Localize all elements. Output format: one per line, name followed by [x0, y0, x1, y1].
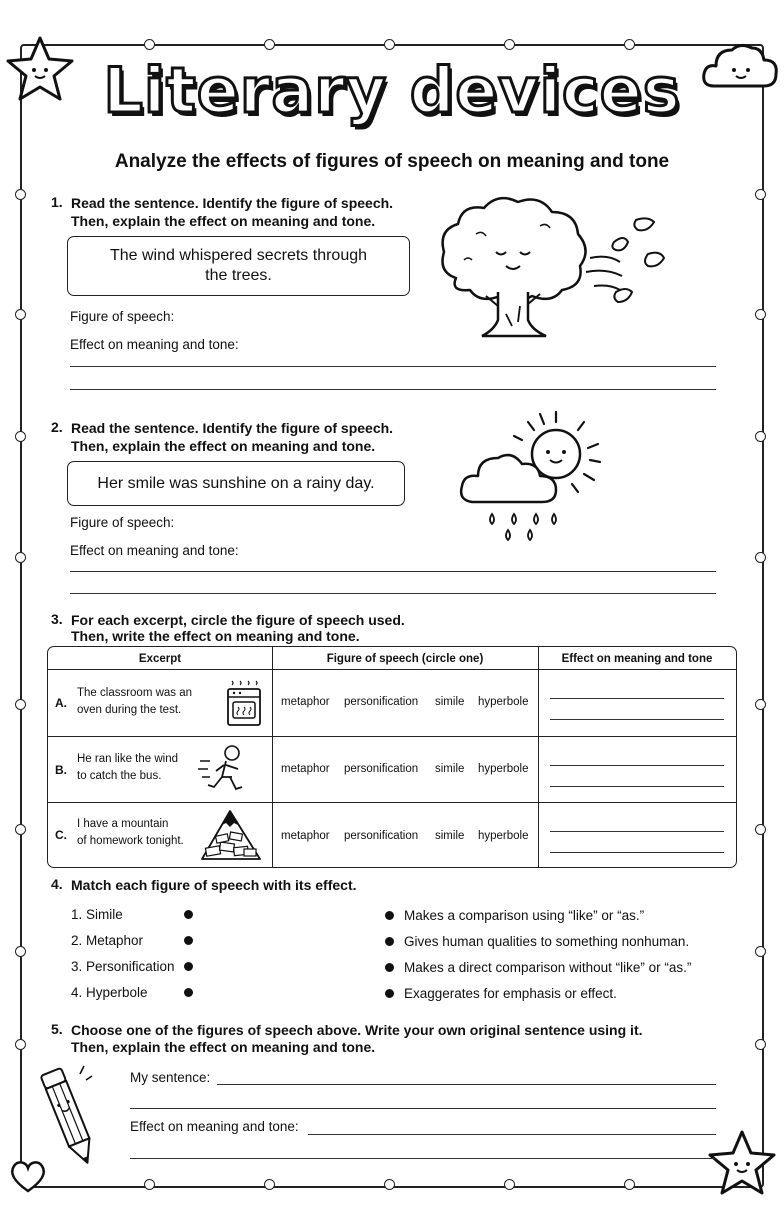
match-term: 3. Personification [71, 959, 175, 974]
match-term: 4. Hyperbole [71, 985, 148, 1000]
answer-line[interactable] [70, 593, 716, 594]
border-dot [504, 1179, 515, 1190]
sentence-text: The wind whispered secrets through [109, 247, 368, 264]
leaves-icon [586, 214, 676, 314]
border-dot [264, 1179, 275, 1190]
match-dot[interactable] [385, 989, 394, 998]
border-dot [15, 431, 26, 442]
table-header-figure: Figure of speech (circle one) [326, 653, 484, 665]
border-dot [755, 946, 766, 957]
match-term: 2. Metaphor [71, 933, 144, 948]
border-dot [624, 39, 635, 50]
match-effect: Makes a comparison using “like” or “as.” [404, 908, 645, 923]
answer-line[interactable] [70, 571, 716, 572]
question-number: 4. [51, 876, 63, 892]
answer-line[interactable] [217, 1084, 716, 1085]
border-dot [15, 189, 26, 200]
excerpt-table [47, 646, 737, 868]
answer-line[interactable] [550, 698, 724, 699]
figure-label: Figure of speech: [70, 309, 175, 324]
sun-cloud-icon [456, 404, 616, 516]
border-dot [144, 1179, 155, 1190]
match-effect: Exaggerates for emphasis or effect. [404, 986, 617, 1001]
answer-line[interactable] [550, 765, 724, 766]
row-letter: B. [55, 763, 67, 777]
question-instruction: Read the sentence. Identify the figure of speech. [71, 195, 394, 211]
border-dot [15, 699, 26, 710]
match-dot[interactable] [385, 911, 394, 920]
figure-label: Figure of speech: [70, 515, 175, 530]
option-hyperbole[interactable]: hyperbole [478, 763, 529, 775]
border-dot [15, 309, 26, 320]
row-letter: C. [55, 828, 67, 842]
border-dot [144, 39, 155, 50]
question-number: 1. [51, 194, 63, 210]
excerpt-text: He ran like the wind to catch the bus. [77, 753, 178, 782]
sentence-box [67, 461, 405, 506]
border-dot [384, 1179, 395, 1190]
effect-label: Effect on meaning and tone: [70, 337, 239, 352]
answer-line[interactable] [70, 366, 716, 367]
border-dot [755, 1039, 766, 1050]
excerpt-text: I have a mountain of homework tonight. [77, 818, 184, 847]
match-effect: Makes a direct comparison without “like” or “as.” [404, 960, 692, 975]
answer-line[interactable] [308, 1134, 716, 1135]
option-metaphor[interactable]: metaphor [281, 763, 330, 775]
option-personification[interactable]: personification [344, 830, 419, 842]
answer-line[interactable] [550, 786, 724, 787]
question-number: 3. [51, 611, 63, 627]
question-instruction: Then, explain the effect on meaning and tone. [71, 213, 376, 229]
star-icon [706, 1128, 778, 1198]
question-instruction: For each excerpt, circle the figure of speech used. [71, 612, 405, 628]
option-hyperbole[interactable]: hyperbole [478, 696, 529, 708]
border-dot [384, 39, 395, 50]
effect-label: Effect on meaning and tone: [70, 543, 239, 558]
match-dot[interactable] [184, 988, 193, 997]
option-personification[interactable]: personification [344, 696, 419, 708]
page-title: Literary devices [103, 54, 681, 127]
excerpt-text: The classroom was an oven during the test. [77, 687, 193, 716]
match-dot[interactable] [184, 910, 193, 919]
border-dot [15, 1039, 26, 1050]
answer-line[interactable] [550, 831, 724, 832]
border-dot [624, 1179, 635, 1190]
table-header-excerpt: Excerpt [138, 653, 182, 665]
running-boy-icon [198, 741, 256, 799]
question-instruction: Then, explain the effect on meaning and tone. [71, 438, 376, 454]
answer-line[interactable] [70, 389, 716, 390]
tree-icon [436, 194, 592, 342]
border-dot [15, 946, 26, 957]
question-number: 2. [51, 419, 63, 435]
oven-icon [224, 677, 264, 729]
border-dot [15, 824, 26, 835]
sentence-text: Her smile was sunshine on a rainy day. [97, 474, 375, 492]
border-dot [264, 39, 275, 50]
match-dot[interactable] [385, 963, 394, 972]
question-instruction: Then, explain the effect on meaning and tone. [71, 1039, 376, 1055]
question-instruction: Read the sentence. Identify the figure of speech. [71, 420, 394, 436]
option-metaphor[interactable]: metaphor [281, 696, 330, 708]
option-simile[interactable]: simile [435, 763, 465, 775]
option-metaphor[interactable]: metaphor [281, 830, 330, 842]
sentence-box [67, 236, 410, 296]
question-instruction: Then, write the effect on meaning and tone. [71, 628, 360, 644]
match-dot[interactable] [184, 936, 193, 945]
question-instruction: Match each figure of speech with its effect. [71, 877, 357, 893]
option-personification[interactable]: personification [344, 763, 419, 775]
answer-line[interactable] [550, 852, 724, 853]
answer-line[interactable] [130, 1108, 716, 1109]
sentence-text: the trees. [205, 267, 272, 284]
border-dot [755, 309, 766, 320]
row-letter: A. [55, 696, 67, 710]
match-effect: Gives human qualities to something nonhuman. [404, 934, 690, 949]
border-dot [755, 189, 766, 200]
answer-line[interactable] [130, 1158, 716, 1159]
sentence-label: My sentence: [130, 1070, 211, 1085]
border-dot [504, 39, 515, 50]
border-dot [755, 824, 766, 835]
question-instruction: Choose one of the figures of speech above. Write your own original sentence using it. [71, 1022, 643, 1038]
option-simile[interactable]: simile [435, 830, 465, 842]
pencil-icon [40, 1062, 104, 1172]
effect-label: Effect on meaning and tone: [130, 1119, 299, 1134]
border-dot [755, 431, 766, 442]
border-dot [15, 552, 26, 563]
table-header-effect: Effect on meaning and tone [561, 653, 713, 665]
option-simile[interactable]: simile [435, 696, 465, 708]
border-dot [755, 552, 766, 563]
answer-line[interactable] [550, 719, 724, 720]
match-dot[interactable] [184, 962, 193, 971]
border-dot [755, 699, 766, 710]
option-hyperbole[interactable]: hyperbole [478, 830, 529, 842]
homework-mountain-icon [198, 807, 264, 863]
match-dot[interactable] [385, 937, 394, 946]
raindrops-icon [484, 512, 564, 546]
match-term: 1. Simile [71, 907, 123, 922]
question-number: 5. [51, 1021, 63, 1037]
page-subtitle: Analyze the effects of figures of speech on meaning and tone [114, 151, 670, 172]
